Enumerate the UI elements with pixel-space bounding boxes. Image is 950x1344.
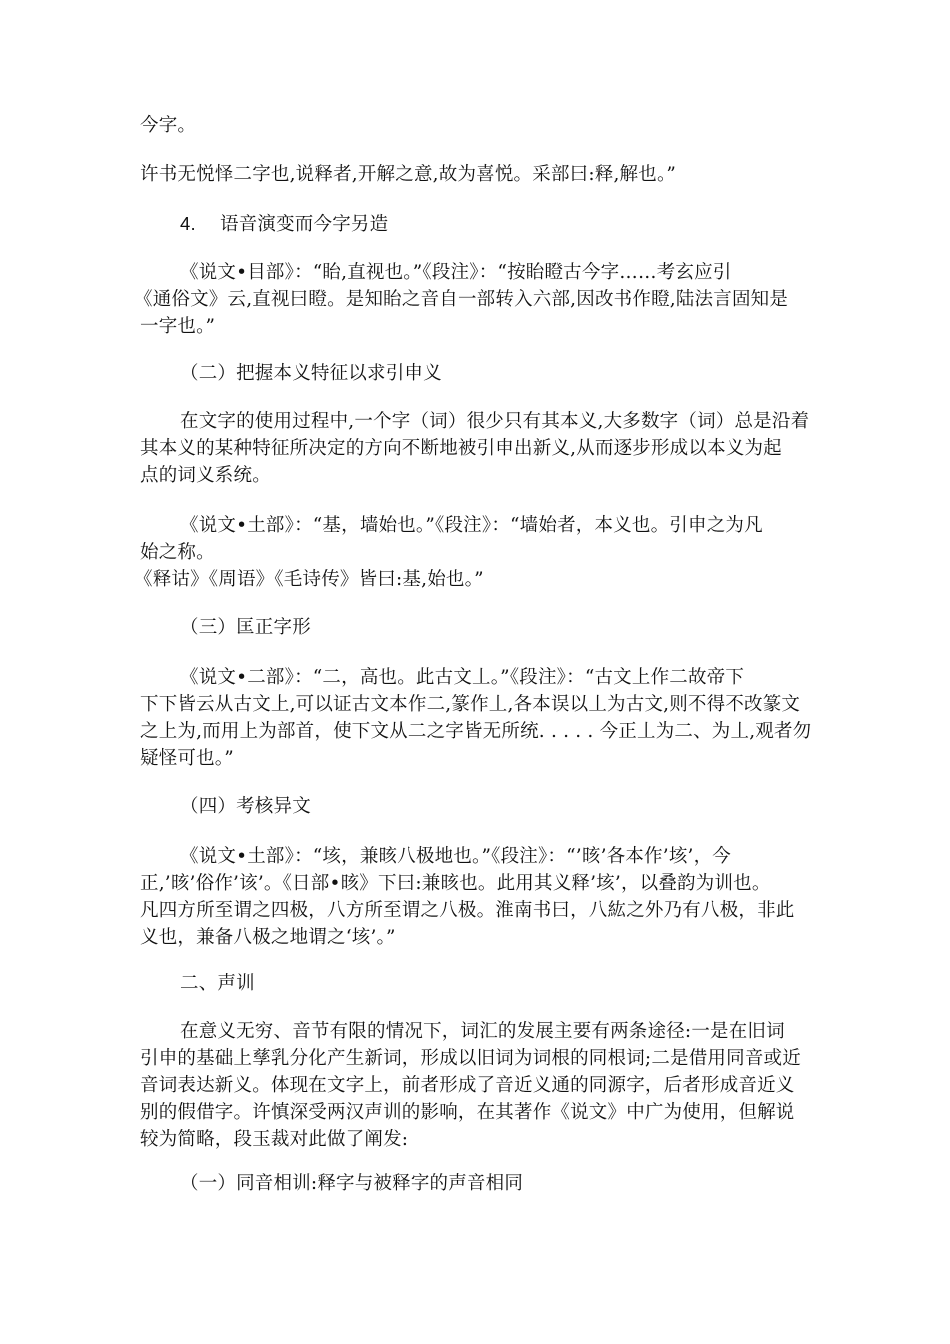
text-line: 音词表达新义。体现在文字上，前者形成了音近义通的同源字，后者形成音近义: [140, 1075, 795, 1096]
section-title: 语音演变而今字另造: [220, 214, 389, 235]
quote-line: 《通俗文》云,直视曰瞪。是知眙之音自一部转入六部,因改书作瞪,陆法言固知是: [134, 289, 789, 310]
quote-line: 始之称。: [140, 542, 215, 563]
section-heading: 二、声训: [180, 973, 255, 994]
quote-line: 《说文•土部》：“垓，兼晐八极地也。”《段注》：“’晐’各本作’垓’，今: [180, 846, 732, 867]
text-line: 别的假借字。许慎深受两汉声训的影响，在其著作《说文》中广为使用，但解说: [140, 1102, 795, 1123]
text-line: 今字。: [140, 115, 197, 136]
section-heading: [180, 210, 860, 238]
quote-line: 义也，兼备八极之地谓之‘垓’。”: [140, 927, 396, 948]
quote-line: 疑怪可也。”: [140, 748, 234, 769]
text-line: 较为简略，段玉裁对此做了阐发:: [140, 1129, 409, 1150]
quote-line: 凡四方所至谓之四极，八方所至谓之八极。淮南书曰，八紘之外乃有八极，非此: [140, 900, 795, 921]
section-number: 4.: [180, 213, 196, 234]
text-line: 其本义的某种特征所决定的方向不断地被引申出新义,从而逐步形成以本义为起: [140, 438, 782, 459]
quote-line: 下下皆云从古文上,可以证古文本作二,篆作丄,各本误以丄为古文,则不得不改篆文: [140, 694, 801, 715]
section-heading: （一）同音相训:释字与被释字的声音相同: [180, 1173, 524, 1194]
quote-line: 之上为,而用上为部首，使下文从二之字皆无所统. . . . . 今正丄为二、为丄,观者勿: [140, 721, 812, 742]
section-heading: （四）考核异文: [180, 796, 311, 817]
quote-line: 一字也。”: [140, 316, 216, 337]
quote-line: 正,’晐’俗作’该’。《日部•晐》下曰:兼晐也。此用其义释’垓’，以叠韵为训也。: [140, 873, 771, 894]
section-heading: （二）把握本义特征以求引申义: [180, 363, 442, 384]
quote-line: 《释诂》《周语》《毛诗传》皆曰:基,始也。”: [134, 569, 484, 590]
quote-line: 《说文•二部》：“二，高也。此古文丄。”《段注》：“古文上作二故帝下: [180, 667, 745, 688]
text-line: 在意义无穷、音节有限的情况下，词汇的发展主要有两条途径:一是在旧词: [180, 1021, 785, 1042]
text-line: 引申的基础上孳乳分化产生新词，形成以旧词为词根的同根词;二是借用同音或近: [140, 1048, 801, 1069]
quote-line: 《说文•目部》：“眙,直视也。”《段注》：“按眙瞪古今字……考玄应引: [180, 262, 732, 283]
text-line: 许书无悦怿二字也,说释者,开解之意,故为喜悦。采部曰:释,解也。”: [140, 164, 677, 185]
quote-line: 《说文•土部》：“基，墙始也。”《段注》：“墙始者，本义也。引申之为凡: [180, 515, 763, 536]
text-line: 在文字的使用过程中,一个字（词）很少只有其本义,大多数字（词）总是沿着: [180, 411, 810, 432]
section-heading: （三）匡正字形: [180, 617, 311, 638]
text-line: 点的词义系统。: [140, 465, 271, 486]
